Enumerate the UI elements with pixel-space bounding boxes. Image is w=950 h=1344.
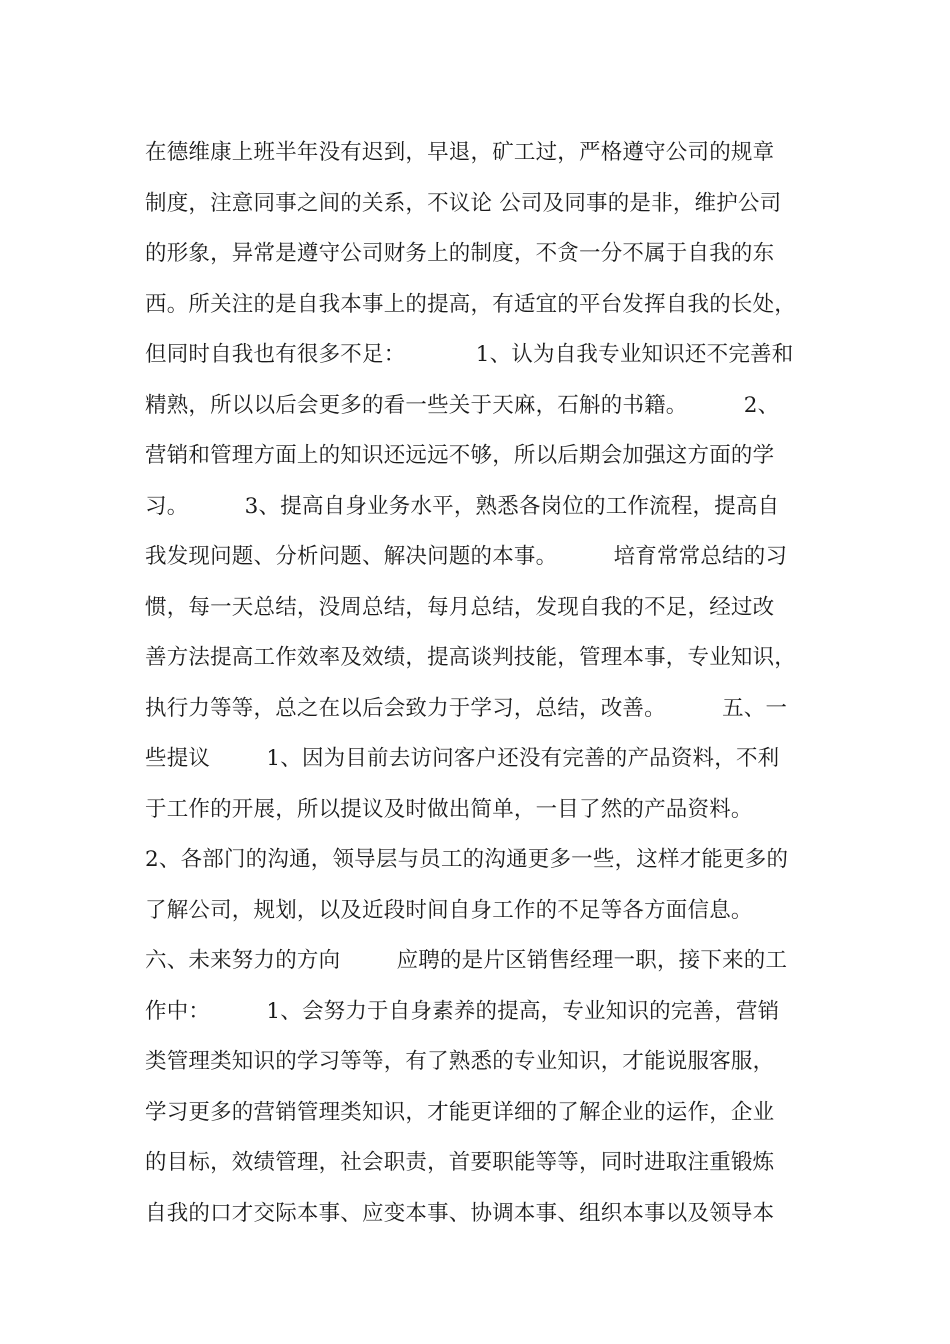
text-line: 西。所关注的是自我本事上的提高，有适宜的平台发挥自我的长处， bbox=[145, 291, 797, 317]
text-line: 精熟，所以以后会更多的看一些关于天麻，石斛的书籍。 2、 bbox=[145, 392, 780, 418]
text-line: 于工作的开展，所以提议及时做出简单，一目了然的产品资料。 bbox=[145, 796, 753, 822]
text-line: 但同时自我也有很多不足： 1、认为自我专业知识还不完善和 bbox=[145, 342, 794, 367]
text-line: 2、各部门的沟通，领导层与员工的沟通更多一些，这样才能更多的 bbox=[145, 847, 789, 872]
text-line: 六、未来努力的方向 应聘的是片区销售经理一职，接下来的工 bbox=[145, 948, 788, 973]
text-line: 自我的口才交际本事、应变本事、协调本事、组织本事以及领导本 bbox=[145, 1200, 775, 1226]
text-line: 习。 3、提高自身业务水平，熟悉各岗位的工作流程，提高自 bbox=[145, 493, 780, 519]
text-line: 我发现问题、分析问题、解决问题的本事。 培育常常总结的习 bbox=[145, 544, 788, 569]
text-line: 在德维康上班半年没有迟到，早退，矿工过，严格遵守公司的规章 bbox=[145, 140, 775, 165]
text-line: 营销和管理方面上的知识还远远不够，所以后期会加强这方面的学 bbox=[145, 443, 775, 468]
text-line: 学习更多的营销管理类知识，才能更详细的了解企业的运作，企业 bbox=[145, 1099, 775, 1125]
text-line: 些提议 1、因为目前去访问客户还没有完善的产品资料，不利 bbox=[145, 746, 780, 771]
text-line: 了解公司，规划，以及近段时间自身工作的不足等各方面信息。 bbox=[145, 897, 753, 923]
text-line: 的目标，效绩管理，社会职责，首要职能等等，同时进取注重锻炼 bbox=[145, 1150, 775, 1175]
text-line: 制度，注意同事之间的关系，不议论 公司及同事的是非，维护公司 bbox=[145, 190, 782, 216]
text-line: 善方法提高工作效率及效绩，提高谈判技能，管理本事，专业知识， bbox=[145, 645, 797, 670]
text-line: 的形象，异常是遵守公司财务上的制度，不贪一分不属于自我的东 bbox=[145, 241, 775, 266]
body-text bbox=[145, 131, 835, 1242]
text-line: 执行力等等，总之在以后会致力于学习，总结，改善。 五、一 bbox=[145, 695, 788, 721]
text-line: 惯，每一天总结，没周总结，每月总结，发现自我的不足，经过改 bbox=[145, 594, 775, 620]
text-line: 类管理类知识的学习等等，有了熟悉的专业知识，才能说服客服， bbox=[145, 1049, 775, 1074]
text-line: 作中： 1、会努力于自身素养的提高，专业知识的完善，营销 bbox=[145, 998, 780, 1024]
